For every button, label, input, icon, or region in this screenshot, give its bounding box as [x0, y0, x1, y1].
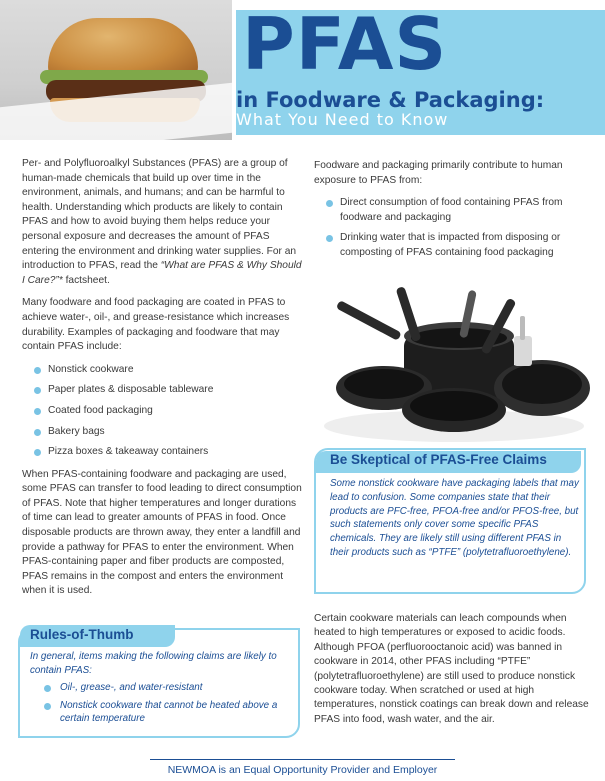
list-item-label: Coated food packaging [48, 404, 153, 416]
list-item-label: Drinking water that is impacted from disposing or composting of PFAS containing food packaging [340, 232, 561, 258]
list-item [22, 445, 302, 460]
page-title: PFAS [242, 2, 448, 86]
examples-list [22, 363, 302, 460]
intro-paragraph [22, 157, 302, 288]
transfer-paragraph: When PFAS-containing foodware and packaging are used, some PFAS can transfer to food leading to direct consumption of PFAS. Note that higher temperatures and longer durations of time can lead to greater amounts of PFAS in food. Once disposable products are thrown away, they enter a landfill and provide a pathway for PFAS to enter the environment. When PFAS-containing paper and fiber products are composted, PFAS remains in the compost and enters the environment when it is used. [22, 468, 302, 597]
left-column [22, 157, 302, 607]
bullet-icon [34, 408, 41, 415]
footer: NEWMOA is an Equal Opportunity Provider and Employer [167, 764, 438, 776]
list-item-label: Bakery bags [48, 425, 105, 437]
list-item [30, 699, 292, 726]
list-item-label: Direct consumption of food containing PFAS from foodware and packaging [340, 197, 563, 223]
rules-list [30, 681, 292, 726]
rules-intro: In general, items making the following claims are likely to contain PFAS: [30, 651, 277, 676]
burger-photo [0, 0, 232, 140]
bullet-icon [34, 429, 41, 436]
list-item-label: Oil-, grease-, and water-resistant [60, 682, 203, 694]
header [0, 0, 605, 152]
bullet-icon [44, 685, 51, 692]
bullet-icon [34, 449, 41, 456]
skeptical-text: Some nonstick cookware have packaging labels that may lead to confusion. Some companies state that their products are PFC-free, PFOA-free and/or PFOS-free, but such statements only cover some specific PFAS chemicals. They are likely still using different PFAS in their products such as “PTFE” (polytetrafluoroethylene). [330, 478, 579, 558]
bullet-icon [44, 703, 51, 710]
cookware-paragraph: Certain cookware materials can leach compounds when heated to high temperatures or exposed to acidic foods. Although PFOA (perfluorooctanoic acid) was banned in cookware in 2014, other PFAS including “PTFE” (polytetrafluoroethylene) are still used to produce nonstick cookware today. When scratched or used at high temperatures, nonstick coatings can break down and release PFAS into food, wash water, and the air. [314, 613, 589, 725]
page-subtitle: in Foodware & Packaging: [236, 88, 545, 112]
list-item-label: Paper plates & disposable tableware [48, 384, 214, 396]
list-item [22, 363, 302, 378]
intro-text: Per- and Polyfluoroalkyl Substances (PFAS) are a group of human-made chemicals that build up over time in the environment, animals, and humans; and can be harmful to health. Understanding which products are likely to contain PFAS and how to avoid buying them helps reduce your personal exposure and decreases the amount of PFAS entering the environment and drinking water supplies. For an introduction to PFAS, read the [22, 158, 297, 272]
bullet-icon [326, 200, 333, 207]
list-item [314, 196, 594, 225]
factsheet-title: “What are PFAS & Why Should I Care?”* [22, 260, 302, 286]
bullet-icon [326, 235, 333, 242]
bullet-icon [34, 387, 41, 394]
right-column [314, 159, 594, 269]
list-item [22, 383, 302, 398]
list-item [22, 425, 302, 440]
list-item-label: Nonstick cookware [48, 363, 134, 375]
list-item [314, 231, 594, 260]
bullet-icon [34, 367, 41, 374]
rules-title: Rules-of-Thumb [30, 627, 134, 642]
sources-list [314, 196, 594, 260]
skeptical-title: Be Skeptical of PFAS-Free Claims [330, 452, 547, 467]
footer-divider [150, 759, 455, 760]
intro-end: factsheet. [62, 274, 110, 286]
list-item [30, 681, 292, 695]
list-item-label: Pizza boxes & takeaway containers [48, 446, 209, 458]
list-item [22, 404, 302, 419]
list-item-label: Nonstick cookware that cannot be heated above a certain temperature [60, 699, 278, 725]
rules-content [30, 650, 292, 734]
coating-paragraph: Many foodware and food packaging are coated in PFAS to achieve water-, oil-, and grease-resistance which increases durability. Examples of packaging and foodware that may contain PFAS include: [22, 297, 290, 353]
cookware-photo [314, 276, 592, 448]
page-tagline: What You Need to Know [236, 110, 449, 129]
exposure-paragraph: Foodware and packaging primarily contribute to human exposure to PFAS from: [314, 160, 563, 186]
